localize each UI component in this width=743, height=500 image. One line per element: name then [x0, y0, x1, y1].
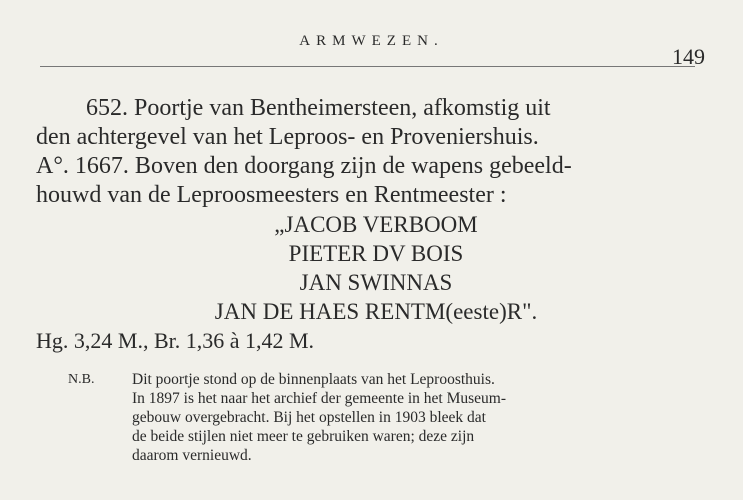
running-title: ARMWEZEN.	[299, 33, 444, 49]
footnote	[68, 370, 716, 465]
inscription-block	[36, 210, 716, 326]
entry-line: A°. 1667. Boven den doorgang zijn de wapens gebeeld-	[36, 153, 572, 179]
header-rule	[40, 66, 695, 67]
note-line: de beide stijlen niet meer te gebruiken waren; deze zijn	[132, 428, 475, 445]
entry-paragraph	[36, 94, 716, 210]
note-line: In 1897 is het naar het archief der gemeente in het Museum-	[132, 390, 507, 407]
inscription-line: JAN DE HAES RENTM(eeste)R".	[214, 299, 538, 324]
entry-line: 652. Poortje van Bentheimersteen, afkomstig uit	[86, 95, 551, 121]
inscription-line: „JACOB VERBOOM	[274, 212, 478, 237]
measurements: Hg. 3,24 M., Br. 1,36 à 1,42 M.	[36, 328, 315, 353]
inscription-line: PIETER DV BOIS	[288, 241, 464, 266]
entry-line: houwd van de Leproosmeesters en Rentmeester :	[36, 182, 507, 208]
page-number: 149	[672, 44, 705, 69]
inscription-line: JAN SWINNAS	[299, 270, 453, 295]
note-label: N.B.	[68, 372, 95, 387]
catalog-entry	[36, 94, 716, 354]
note-line: daarom vernieuwd.	[132, 447, 252, 464]
entry-line: den achtergevel van het Leproos- en Proveniershuis.	[36, 124, 539, 150]
note-line: gebouw overgebracht. Bij het opstellen in 1903 bleek dat	[132, 409, 486, 426]
note-line: Dit poortje stond op de binnenplaats van het Leproosthuis.	[132, 371, 495, 388]
